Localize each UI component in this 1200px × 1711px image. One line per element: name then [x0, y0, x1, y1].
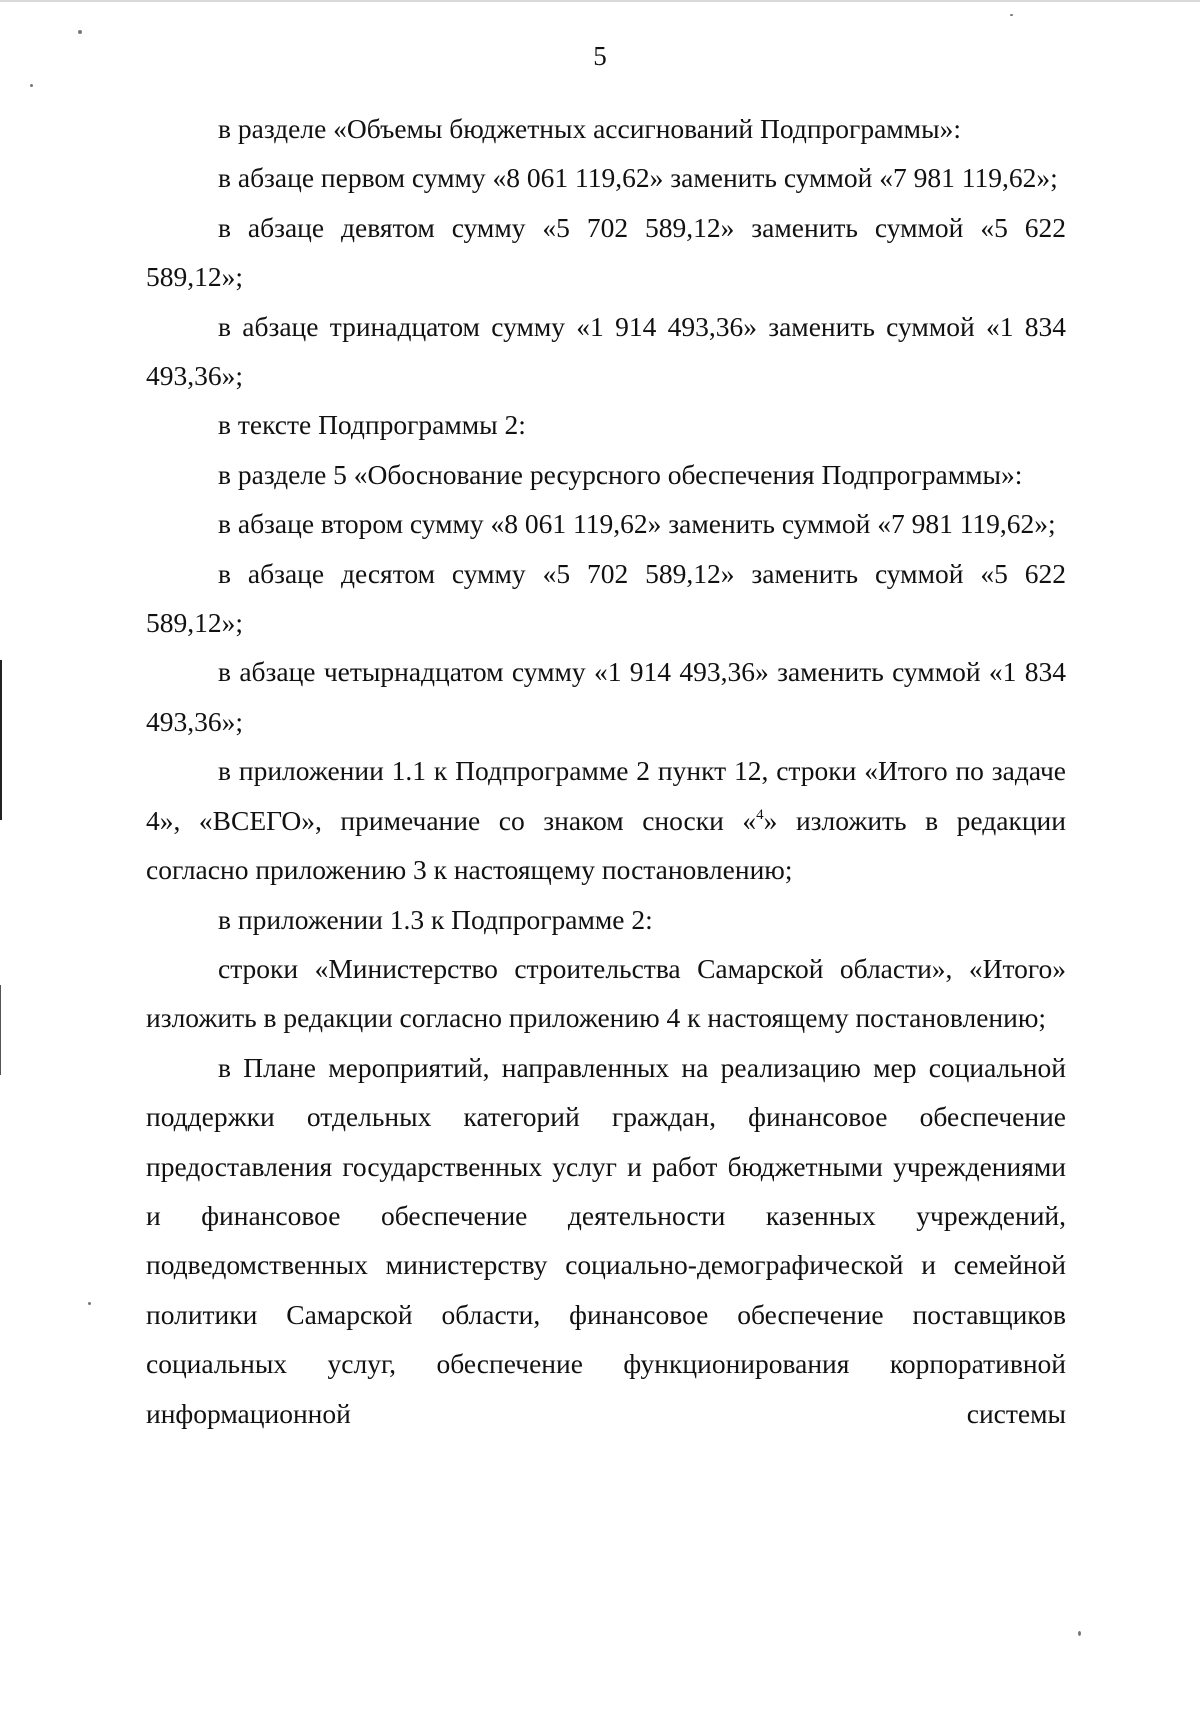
paragraph-text: » изложить в редакции согласно приложению 3 к настоящему постановлению;	[146, 804, 1066, 886]
scan-left-edge-mark	[0, 985, 1, 1075]
paragraph: в тексте Подпрограммы 2:	[218, 409, 526, 441]
scan-top-edge	[0, 0, 1200, 2]
paragraph: в абзаце тринадцатом сумму «1 914 493,36» заменить суммой «1 834 493,36»;	[146, 310, 1066, 392]
page-number: 5	[593, 41, 607, 71]
paragraph: строки «Министерство строительства Самарской области», «Итого» изложить в редакции согласно приложению 4 к настоящему постановлению;	[146, 952, 1066, 1034]
paragraph: в абзаце десятом сумму «5 702 589,12» заменить суммой «5 622 589,12»;	[146, 557, 1066, 639]
document-body	[146, 104, 1066, 1438]
scan-speck	[78, 30, 82, 34]
scan-left-edge-mark	[0, 660, 2, 820]
footnote-mark: 4	[756, 806, 764, 823]
paragraph: в приложении 1.3 к Подпрограмме 2:	[218, 903, 653, 935]
paragraph-text: в приложении 1.1 к Подпрограмме 2 пункт 12, строки «Итого по задаче 4», «ВСЕГО», примечание со знаком сноски «	[146, 755, 1066, 836]
scan-speck	[1078, 1631, 1081, 1636]
paragraph: в абзаце четырнадцатом сумму «1 914 493,36» заменить суммой «1 834 493,36»;	[146, 656, 1066, 737]
paragraph-with-footnote-mark	[146, 746, 1066, 894]
paragraph: в Плане мероприятий, направленных на реализацию мер социальной поддержки отдельных категорий граждан, финансовое обеспечение предоставления государственных услуг и работ бюджетными учреждениями и финансовое обеспечение деятельности казенных учреждений, подведомственных министерству социально-демографической и семейной политики Самарской области, финансовое обеспечение поставщиков социальных услуг, обеспечение функционирования корпоративной информационной системы	[146, 1051, 1066, 1429]
paragraph: в разделе «Объемы бюджетных ассигнований Подпрограммы»:	[218, 113, 961, 144]
paragraph: в абзаце первом сумму «8 061 119,62» заменить суммой «7 981 119,62»;	[218, 162, 1058, 194]
scan-speck	[1010, 14, 1013, 16]
paragraph: в разделе 5 «Обоснование ресурсного обеспечения Подпрограммы»:	[218, 458, 1023, 490]
paragraph: в абзаце девятом сумму «5 702 589,12» заменить суммой «5 622 589,12»;	[146, 211, 1066, 293]
scan-speck	[88, 1302, 91, 1305]
paragraph: в абзаце втором сумму «8 061 119,62» заменить суммой «7 981 119,62»;	[218, 508, 1056, 540]
scan-speck	[30, 84, 33, 87]
